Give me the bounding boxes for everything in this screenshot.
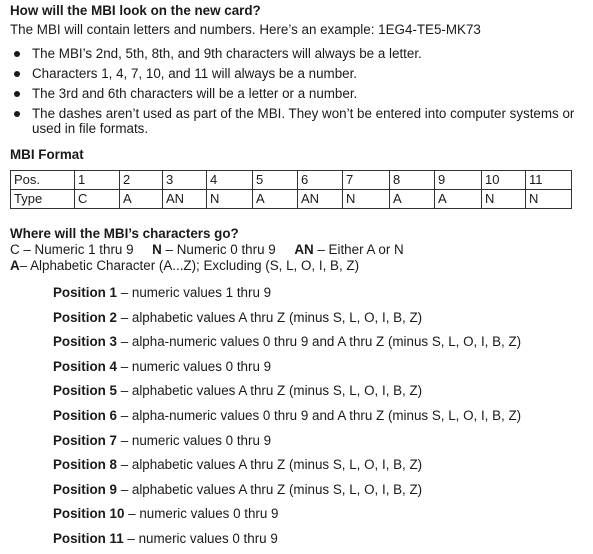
- list-item: [31, 431, 593, 451]
- type-label-cell: Type: [11, 190, 75, 209]
- table-row-positions: [11, 171, 572, 190]
- table-cell: A: [435, 190, 482, 209]
- table-cell: 8: [390, 171, 435, 190]
- bullet-text: The MBI’s 2nd, 5th, 8th, and 9th characters will always be a letter.: [32, 46, 422, 61]
- table-cell: N: [207, 190, 253, 209]
- legend-c-key: C: [10, 242, 20, 257]
- bullet-item: [10, 46, 585, 61]
- legend-n-key: N: [152, 242, 162, 257]
- intro-text: The MBI will contain letters and numbers. Here’s an example: 1EG4-TE5-MK73: [10, 22, 481, 37]
- position-desc: – numeric values 0 thru 9: [117, 358, 272, 374]
- position-desc: – alphabetic values A thru Z (minus S, L, O, I, B, Z): [117, 457, 423, 473]
- table-cell: AN: [298, 190, 343, 209]
- list-item: [31, 332, 593, 352]
- list-item: [31, 480, 593, 500]
- table-cell: C: [75, 190, 120, 209]
- heading-card: How will the MBI look on the new card?: [10, 3, 261, 18]
- position-label: Position 5: [53, 383, 117, 399]
- legend-an-key: AN: [294, 242, 314, 257]
- bullet-icon: [14, 51, 20, 57]
- heading-where: Where will the MBI’s characters go?: [10, 226, 239, 241]
- bullet-icon: [14, 71, 20, 77]
- table-cell: 1: [75, 171, 120, 190]
- legend-a-key: A: [10, 258, 20, 273]
- heading-format: MBI Format: [10, 147, 84, 162]
- position-desc: – alphabetic values A thru Z (minus S, L, O, I, B, Z): [117, 383, 423, 399]
- list-item: [31, 406, 593, 426]
- position-label: Position 10: [53, 506, 125, 522]
- table-cell: A: [120, 190, 163, 209]
- table-cell: 11: [526, 171, 572, 190]
- position-label: Position 9: [53, 481, 117, 497]
- list-item: [31, 283, 593, 303]
- list-item: [31, 357, 593, 377]
- position-label: Position 8: [53, 457, 117, 473]
- position-desc: – numeric values 0 thru 9: [124, 506, 279, 522]
- table-cell: A: [253, 190, 298, 209]
- table-cell: AN: [163, 190, 207, 209]
- legend-line-2: [10, 258, 359, 274]
- list-item: [31, 381, 593, 401]
- position-desc: – alpha-numeric values 0 thru 9 and A thru Z (minus S, L, O, I, B, Z): [117, 407, 522, 423]
- table-cell: A: [390, 190, 435, 209]
- legend-c-text: – Numeric 1 thru 9: [19, 242, 134, 257]
- legend-line-1: [10, 242, 404, 258]
- mbi-format-table: [10, 170, 572, 209]
- table-row-types: [11, 190, 572, 209]
- position-label: Position 6: [53, 407, 117, 423]
- position-label: Position 11: [53, 530, 124, 546]
- position-desc: – alphabetic values A thru Z (minus S, L, O, I, B, Z): [117, 481, 423, 497]
- table-cell: 2: [120, 171, 163, 190]
- table-cell: N: [482, 190, 526, 209]
- table-cell: 6: [298, 171, 343, 190]
- list-item: [31, 455, 593, 475]
- position-desc: – alphabetic values A thru Z (minus S, L, O, I, B, Z): [117, 309, 423, 325]
- position-label: Position 4: [53, 358, 117, 374]
- table-cell: 7: [343, 171, 390, 190]
- table-cell: 9: [435, 171, 482, 190]
- pos-label-cell: Pos.: [11, 171, 75, 190]
- position-desc: – numeric values 0 thru 9: [123, 530, 278, 546]
- bullet-text: The dashes aren’t used as part of the MBI. They won’t be entered into computer systems or used in file formats.: [32, 106, 575, 136]
- bullet-text: Characters 1, 4, 7, 10, and 11 will always be a number.: [32, 66, 358, 81]
- position-label: Position 7: [53, 432, 117, 448]
- table-cell: 10: [482, 171, 526, 190]
- bullet-text: The 3rd and 6th characters will be a letter or a number.: [32, 86, 358, 101]
- position-label: Position 3: [53, 334, 117, 350]
- bullet-icon: [14, 91, 20, 97]
- table-cell: N: [526, 190, 572, 209]
- legend-an-text: – Either A or N: [313, 242, 404, 257]
- position-list: [31, 283, 593, 554]
- position-label: Position 1: [53, 285, 117, 300]
- bullet-icon: [14, 111, 20, 117]
- list-item: [31, 504, 593, 524]
- table-cell: 3: [163, 171, 207, 190]
- list-item: [31, 308, 593, 328]
- bullet-item: [10, 86, 585, 101]
- table-cell: 4: [207, 171, 253, 190]
- position-label: Position 2: [53, 309, 117, 325]
- position-desc: – alpha-numeric values 0 thru 9 and A thru Z (minus S, L, O, I, B, Z): [117, 334, 522, 350]
- legend-a-text: – Alphabetic Character (A...Z); Excluding (S, L, O, I, B, Z): [19, 258, 360, 273]
- position-desc: – numeric values 1 thru 9: [117, 285, 272, 300]
- position-desc: – numeric values 0 thru 9: [117, 432, 272, 448]
- bullet-item: [10, 66, 585, 81]
- bullet-list: [10, 46, 585, 141]
- list-item: [31, 529, 593, 549]
- table-cell: N: [343, 190, 390, 209]
- bullet-item: [10, 106, 585, 136]
- table-cell: 5: [253, 171, 298, 190]
- legend-n-text: – Numeric 0 thru 9: [161, 242, 276, 257]
